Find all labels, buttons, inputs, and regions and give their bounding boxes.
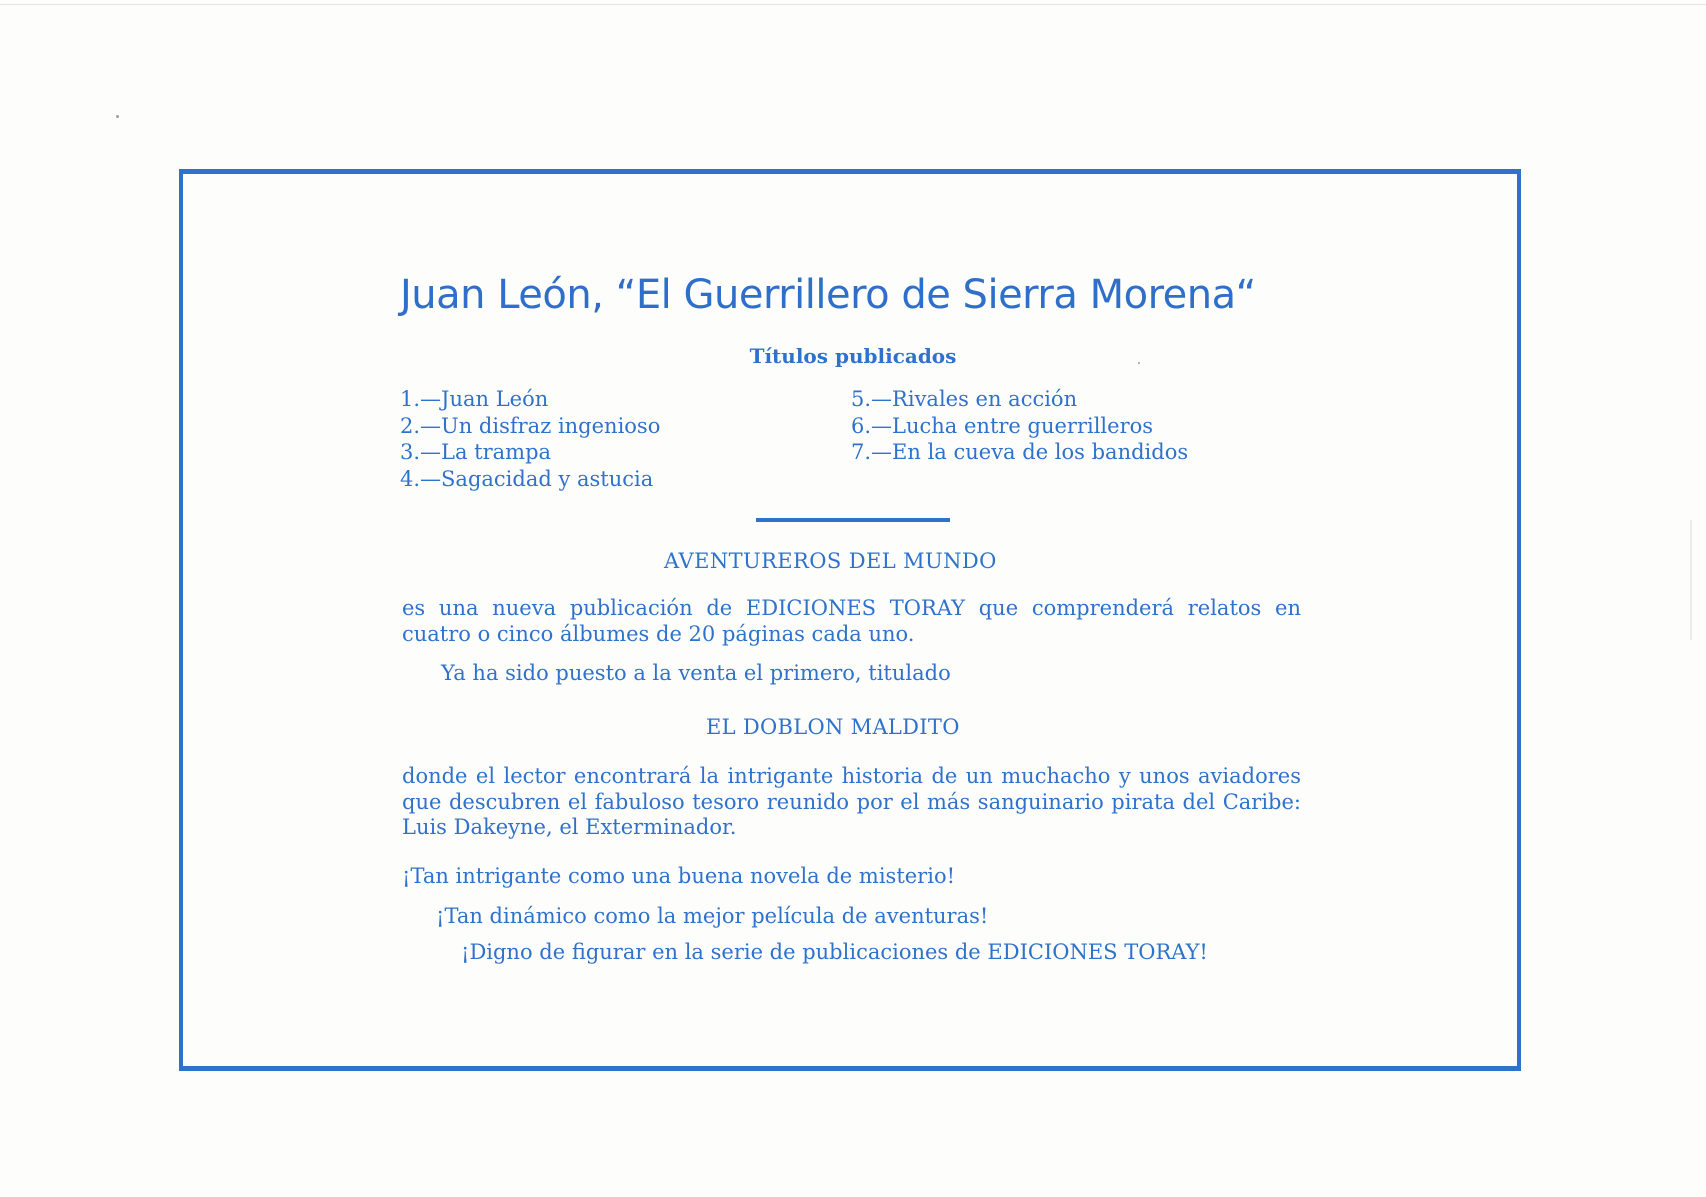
published-title-item: 7.—En la cueva de los bandidos — [851, 440, 1189, 465]
published-title-item: 2.—Un disfraz ingenioso — [400, 413, 661, 438]
book-title: EL DOBLON MALDITO — [706, 715, 960, 739]
first-album-note: Ya ha sido puesto a la venta el primero, titulado — [441, 661, 951, 685]
published-title-item: 6.—Lucha entre guerrilleros — [851, 413, 1154, 438]
published-titles-right-column — [851, 386, 1188, 466]
tagline: ¡Digno de figurar en la serie de publicaciones de EDICIONES TORAY! — [461, 940, 1208, 964]
page-edge-right — [1690, 520, 1692, 640]
section-divider — [756, 518, 950, 522]
published-title-item: 5.—Rivales en acción — [851, 387, 1078, 411]
collection-heading: AVENTUREROS DEL MUNDO — [664, 549, 997, 573]
published-titles-heading: Títulos publicados — [749, 344, 957, 368]
published-titles-left-column — [400, 386, 660, 493]
tagline: ¡Tan intrigante como una buena novela de misterio! — [402, 864, 956, 888]
series-title: Juan León, “El Guerrillero de Sierra Morena“ — [400, 272, 1256, 318]
paper-speck — [116, 115, 119, 118]
tagline: ¡Tan dinámico como la mejor película de aventuras! — [436, 904, 989, 928]
published-title-item: 4.—Sagacidad y astucia — [400, 467, 654, 492]
page-edge — [0, 4, 1706, 5]
book-description-paragraph: donde el lector encontrará la intrigante historia de un muchacho y unos aviadores que descubren el fabuloso tesoro reunido por el más sanguinario pirata del Caribe: Luis Dakeyne, el Exterminador. — [402, 764, 1301, 839]
collection-intro-paragraph: es una nueva publicación de EDICIONES TORAY que comprenderá relatos en cuatro o cinco álbumes de 20 páginas cada uno. — [402, 596, 1301, 646]
published-title-item: 1.—Juan León — [400, 387, 549, 411]
published-title-item: 3.—La trampa — [400, 440, 552, 465]
